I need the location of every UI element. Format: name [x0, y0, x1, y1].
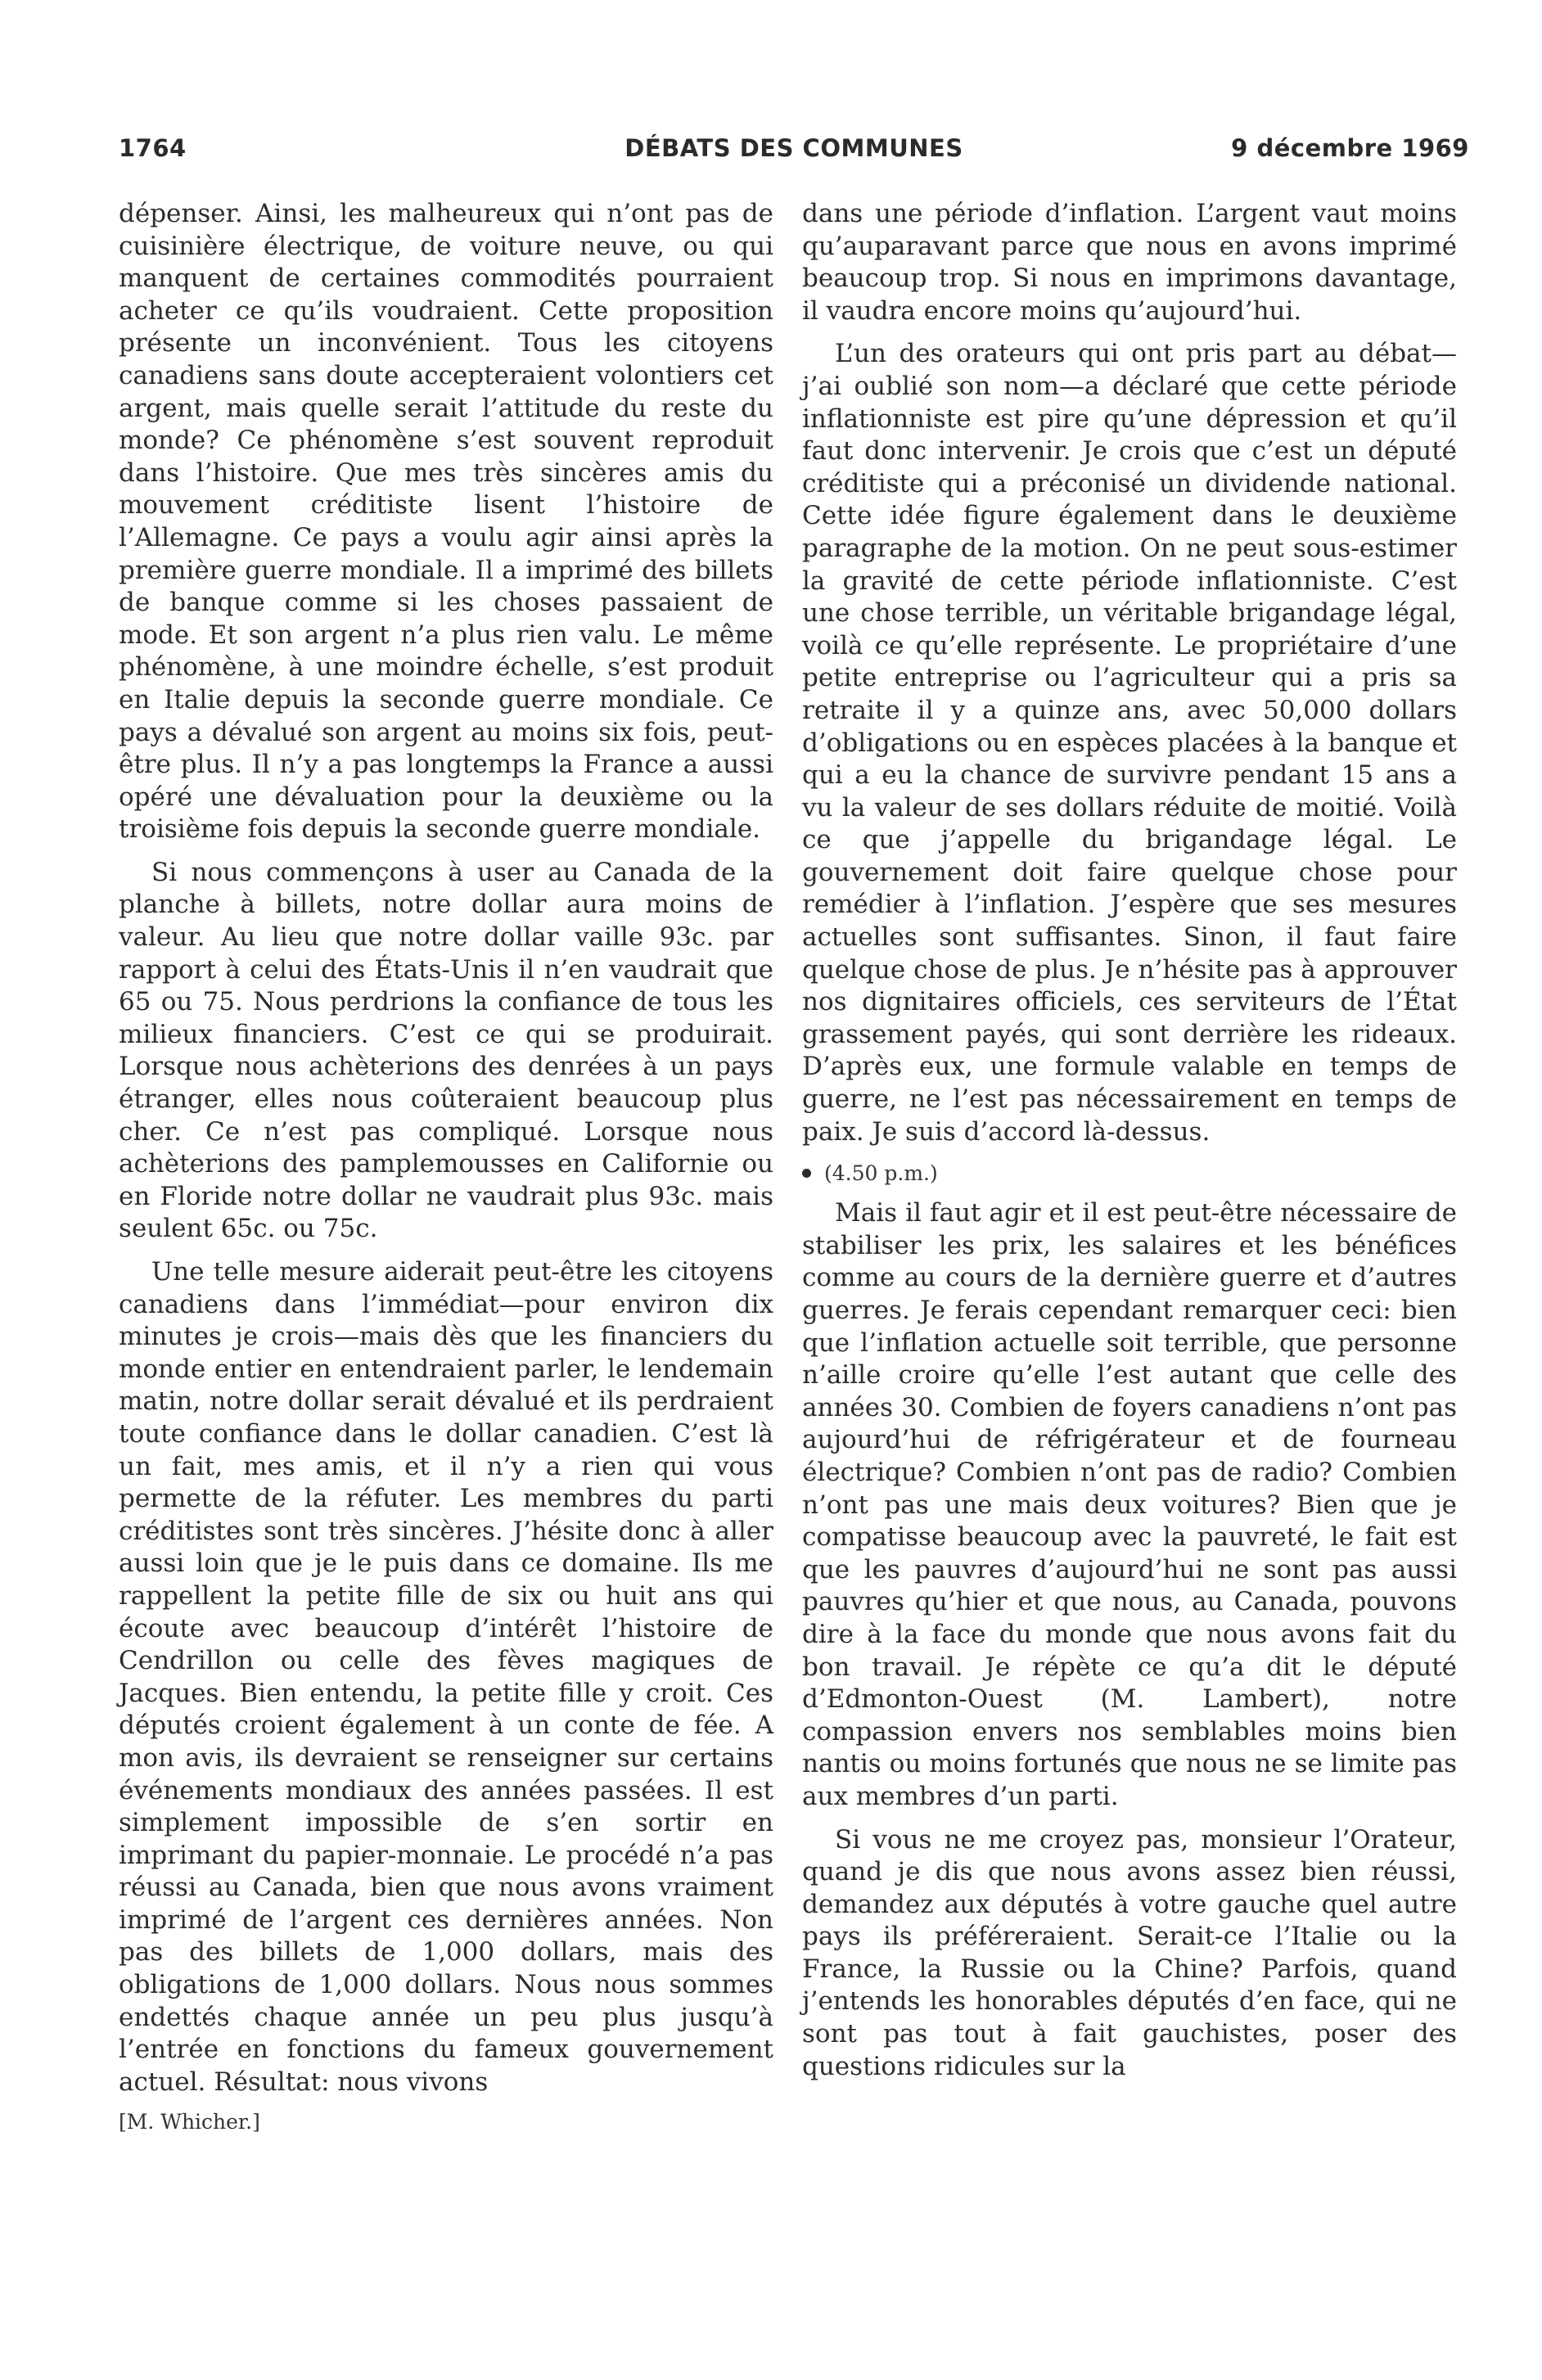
- paragraph: Si nous commençons à user au Canada de la planche à billets, notre dollar aura moins de valeur. Au lieu que notre dollar vaille 93c. par rapport à celui des États-Unis il n’en vaudrait que 65 ou 75. Nous perdrions la confiance de tous les milieux financiers. C’est ce qui se produirait. Lorsque nous achèterions des denrées à un pays étranger, elles nous coûteraient beaucoup plus cher. Ce n’est pas compliqué. Lorsque nous achèterions des pamplemousses en Californie ou en Floride notre dollar ne vaudrait plus 93c. mais seulent 65c. ou 75c.: [119, 857, 773, 1244]
- paragraph: Si vous ne me croyez pas, monsieur l’Orateur, quand je dis que nous avons assez bien réussi, demandez aux députés à votre gauche quel autre pays ils préféreraient. Serait-ce l’Italie ou la France, la Russie ou la Chine? Parfois, quand j’entends les honorables députés d’en face, qui ne sont pas tout à fait gauchistes, poser des questions ridicules sur la: [802, 1824, 1457, 2081]
- left-column: [119, 198, 773, 2136]
- timestamp-text: (4.50 p.m.): [824, 1161, 938, 1186]
- right-column: [802, 198, 1457, 2083]
- paragraph: L’un des orateurs qui ont pris part au débat—j’ai oublié son nom—a déclaré que cette période inflationniste est pire qu’une dépression et qu’il faut donc intervenir. Je crois que c’est un député créditiste qui a préconisé un dividende national. Cette idée figure également dans le deuxième paragraphe de la motion. On ne peut sous-estimer la gravité de cette période inflationniste. C’est une chose terrible, un véritable brigandage légal, voilà ce qu’elle représente. Le propriétaire d’une petite entreprise ou l’agriculteur qui a pris sa retraite il y a quinze ans, avec 50,000 dollars d’obligations ou en espèces placées à la banque et qui a eu la chance de survivre pendant 15 ans a vu la valeur de ses dollars réduite de moitié. Voilà ce que j’appelle du brigandage légal. Le gouvernement doit faire quelque chose pour remédier à l’inflation. J’espère que ses mesures actuelles sont suffisantes. Sinon, il faut faire quelque chose de plus. Je n’hésite pas à approuver nos dignitaires officiels, ces serviteurs de l’État grassement payés, qui sont derrière les rideaux. D’après eux, une formule valable en temps de guerre, ne l’est pas nécessairement en temps de paix. Je suis d’accord là-dessus.: [802, 339, 1457, 1147]
- paragraph: dépenser. Ainsi, les malheureux qui n’ont pas de cuisinière électrique, de voiture neuve, ou qui manquent de certaines commodités pourraient acheter ce qu’ils voudraient. Cette proposition présente un inconvénient. Tous les citoyens canadiens sans doute accepteraient volontiers cet argent, mais quelle serait l’attitude du reste du monde? Ce phénomène s’est souvent reproduit dans l’histoire. Que mes très sincères amis du mouvement créditiste lisent l’histoire de l’Allemagne. Ce pays a voulu agir ainsi après la première guerre mondiale. Il a imprimé des billets de banque comme si les choses passaient de mode. Et son argent n’a plus rien valu. Le même phénomène, à une moindre échelle, s’est produit en Italie depuis la seconde guerre mondiale. Ce pays a dévalué son argent au moins six fois, peut-être plus. Il n’y a pas longtemps la France a aussi opéré une dévaluation pour la deuxième ou la troisième fois depuis la seconde guerre mondiale.: [119, 199, 773, 845]
- bullet-icon: [802, 1169, 811, 1178]
- speaker-note: [M. Whicher.]: [119, 2110, 260, 2134]
- paragraph: dans une période d’inflation. L’argent vaut moins qu’auparavant parce que nous en avons imprimé beaucoup trop. Si nous en imprimons davantage, il vaudra encore moins qu’aujourd’hui.: [802, 199, 1457, 326]
- page-header: [119, 134, 1469, 170]
- timestamp-marker: [802, 1160, 1457, 1188]
- header-date: 9 décembre 1969: [1231, 134, 1469, 162]
- journal-title: DÉBATS DES COMMUNES: [624, 134, 963, 162]
- paragraph: Mais il faut agir et il est peut-être nécessaire de stabiliser les prix, les salaires et les bénéfices comme au cours de la dernière guerre et d’autres guerres. Je ferais cependant remarquer ceci: bien que l’inflation actuelle soit terrible, que personne n’aille croire qu’elle l’est autant que celle des années 30. Combien de foyers canadiens n’ont pas aujourd’hui de réfrigérateur et de fourneau électrique? Combien n’ont pas de radio? Combien n’ont pas une mais deux voitures? Bien que je compatisse beaucoup avec la pauvreté, le fait est que les pauvres d’aujourd’hui ne sont pas aussi pauvres qu’hier et que nous, au Canada, pouvons dire à la face du monde que nous avons fait du bon travail. Je répète ce qu’a dit le député d’Edmonton-Ouest (M. Lambert), notre compassion envers nos semblables moins bien nantis ou moins fortunés que nous ne se limite pas aux membres d’un parti.: [802, 1198, 1457, 1811]
- page-number: 1764: [119, 134, 187, 162]
- paragraph: Une telle mesure aiderait peut-être les citoyens canadiens dans l’immédiat—pour environ dix minutes je crois—mais dès que les financiers du monde entier en entendraient parler, le lendemain matin, notre dollar serait dévalué et ils perdraient toute confiance dans le dollar canadien. C’est là un fait, mes amis, et il n’y a rien qui vous permette de la réfuter. Les membres du parti créditistes sont très sincères. J’hésite donc à aller aussi loin que je le puis dans ce domaine. Ils me rappellent la petite fille de six ou huit ans qui écoute avec beaucoup d’intérêt l’histoire de Cendrillon ou celle des fèves magiques de Jacques. Bien entendu, la petite fille y croit. Ces députés croient également à un conte de fée. A mon avis, ils devraient se renseigner sur certains événements mondiaux des années passées. Il est simplement impossible de s’en sortir en imprimant du papier-monnaie. Le procédé n’a pas réussi au Canada, bien que nous avons vraiment imprimé de l’argent ces dernières années. Non pas des billets de 1,000 dollars, mais des obligations de 1,000 dollars. Nous nous sommes endettés chaque année un peu plus jusqu’à l’entrée en fonctions du fameux gouvernement actuel. Résultat: nous vivons: [119, 1257, 773, 2097]
